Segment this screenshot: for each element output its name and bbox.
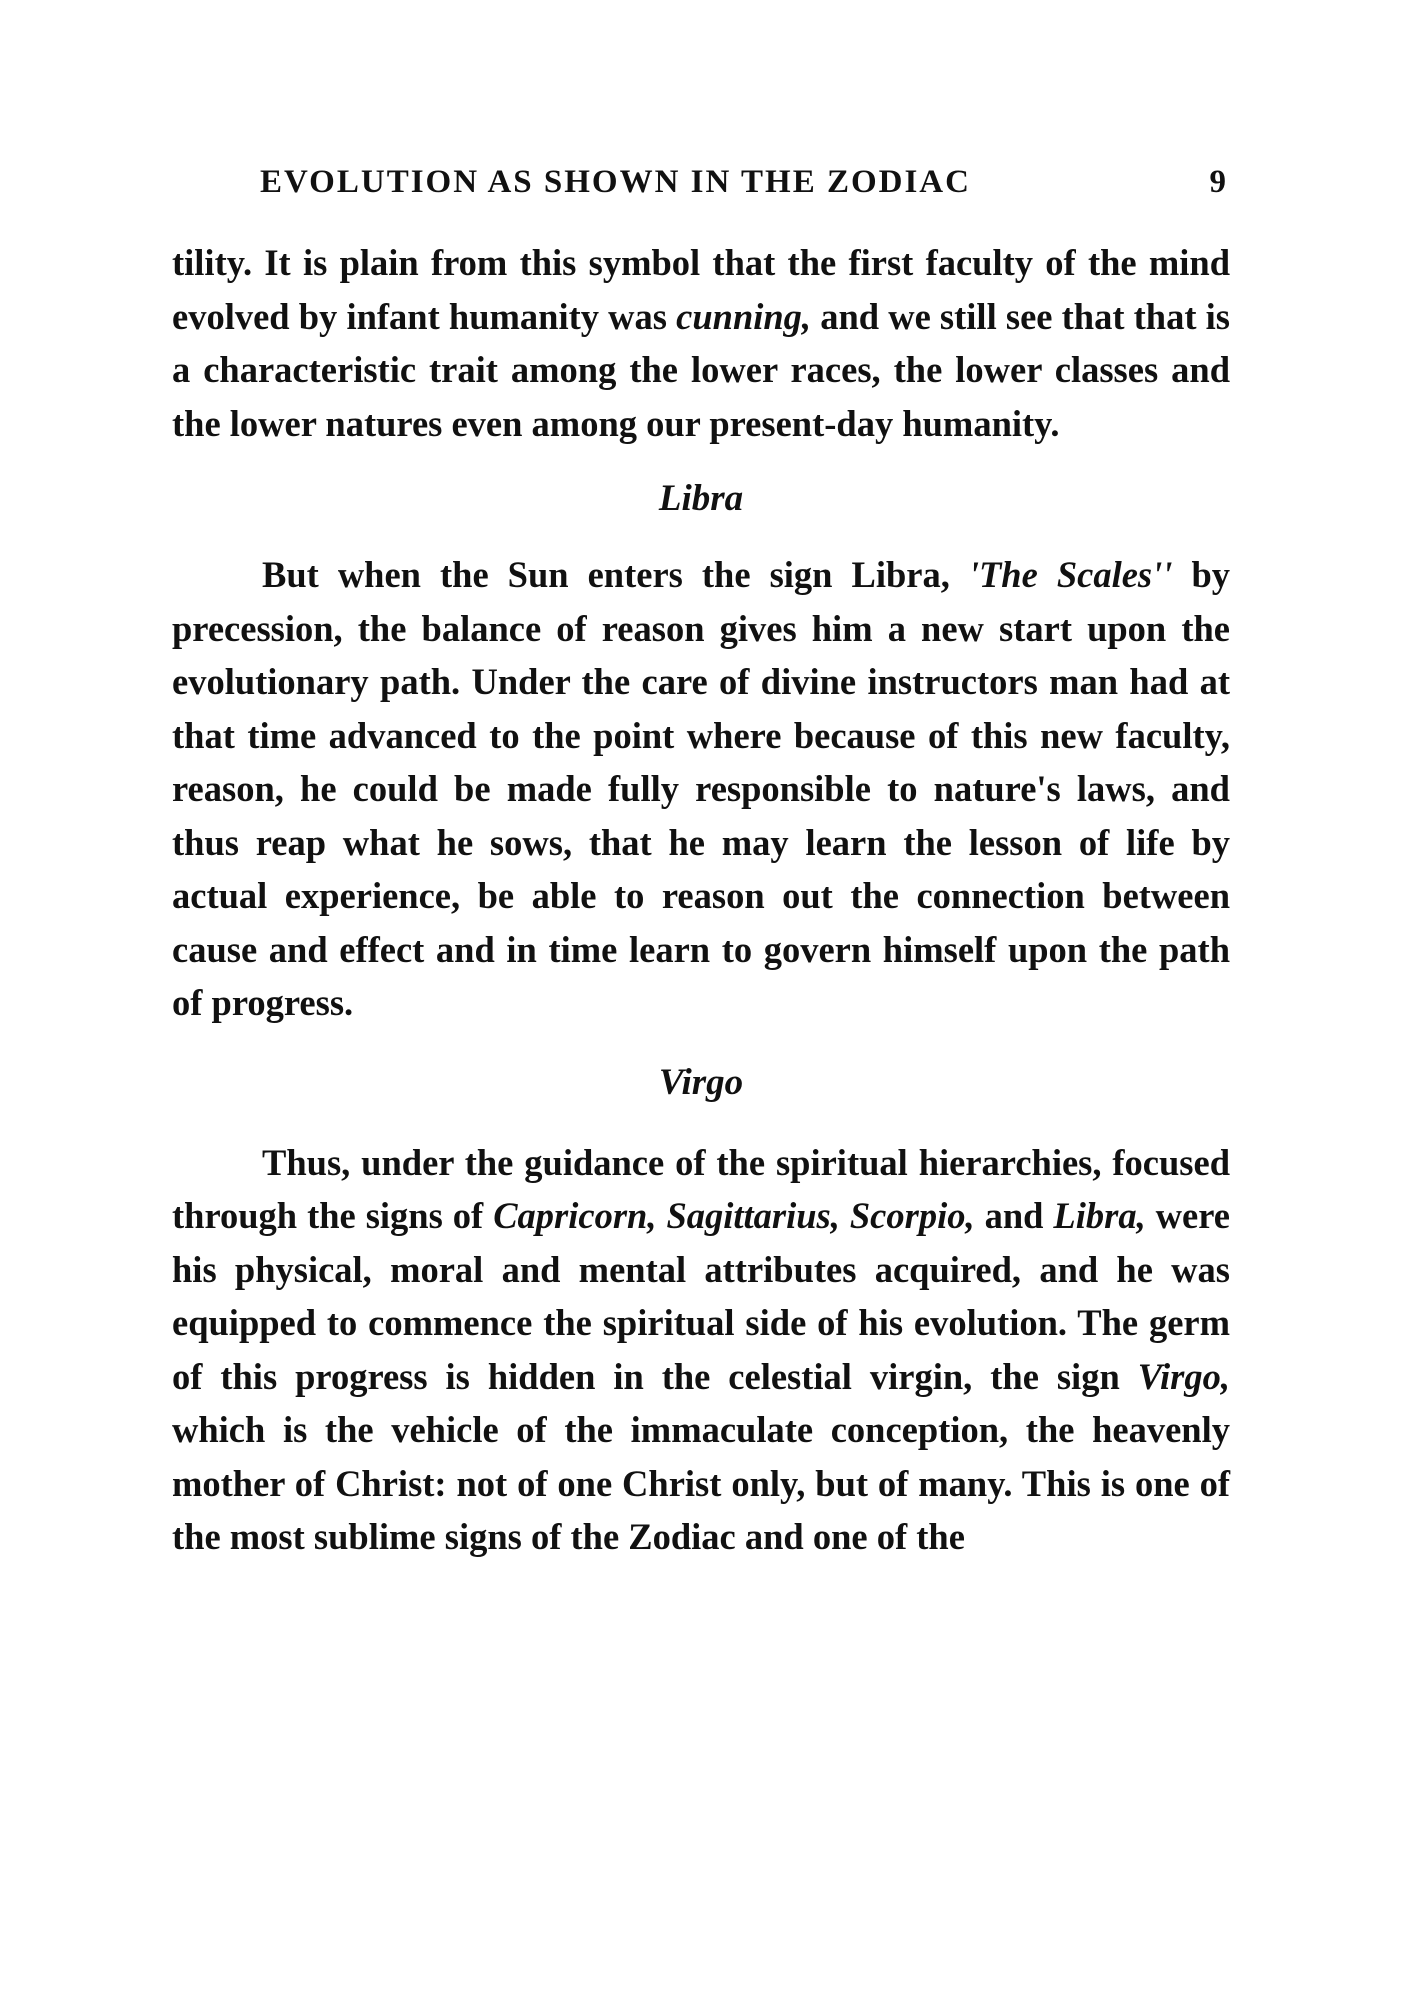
paragraph-text: and (974, 1195, 1054, 1236)
page-number: 9 (1209, 164, 1226, 200)
paragraph-text: were his physical, moral and mental attributes acquired, and he was equipped to commence the spiritual side of his evolution. The germ of this progress is hidden in the celestial virgin, the sign (172, 1195, 1230, 1397)
paragraph-text: and we still see that that is a characteristic trait among the lower races, the lower classes and the lower natures even among our present-day humanity. (172, 295, 1231, 444)
italic-term: cunning, (676, 295, 812, 337)
paragraph-cunning (172, 236, 1230, 450)
book-page (172, 150, 1230, 1564)
paragraph-text: But when the Sun enters the sign Libra, (262, 554, 969, 595)
paragraph-virgo (172, 1136, 1230, 1564)
section-heading-virgo: Virgo (658, 1061, 744, 1103)
italic-term: Capricorn, Sagittarius, Scorpio, (493, 1195, 975, 1236)
running-head (172, 150, 1230, 210)
paragraph-text: tility. It is plain from this symbol that the first faculty of the mind evolved by infant humanity was (172, 242, 1230, 337)
italic-term: Virgo, (1137, 1355, 1230, 1397)
section-heading-libra: Libra (658, 478, 744, 519)
paragraph-text: by precession, the balance of reason gives him a new start upon the evolutionary path. Under the care of divine instructors man had at that time advanced to the point where because of this new faculty, reason, he could be made fully responsible to nature's laws, and thus reap what he sows, that he may learn the lesson of life by actual experience, be able to reason out the connection between cause and effect and in time learn to govern himself upon the path of progress. (172, 554, 1230, 1023)
paragraph-text: Thus, under the guidance of the spiritual hierarchies, focused through the signs of (172, 1141, 1230, 1236)
running-head-title: EVOLUTION AS SHOWN IN THE ZODIAC (260, 164, 971, 200)
paragraph-libra (172, 548, 1230, 1030)
italic-term: Libra, (1053, 1195, 1146, 1236)
italic-term: 'The Scales'' (968, 554, 1173, 595)
paragraph-text: which is the vehicle of the immaculate conception, the heavenly mother of Christ: not of one Christ only, but of many. This is one of the most sublime signs of the Zodiac and one of the (172, 1409, 1230, 1557)
